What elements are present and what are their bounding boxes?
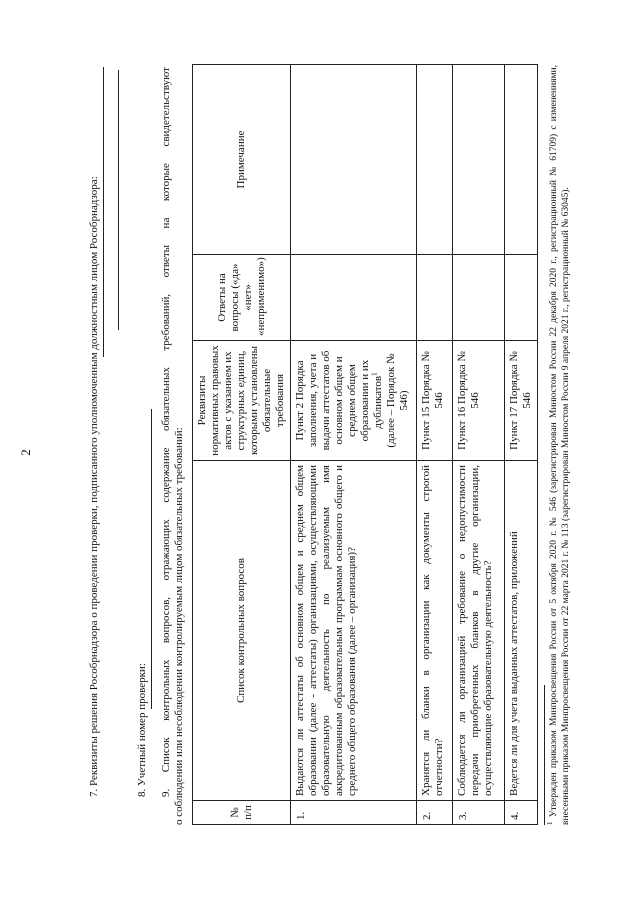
row-reference: [291, 341, 417, 461]
row-answer-cell[interactable]: [453, 255, 505, 341]
row-number: 1.: [291, 801, 417, 825]
row-number: 3.: [453, 801, 505, 825]
row-answer-cell[interactable]: [291, 255, 417, 341]
table-row: [505, 65, 538, 825]
row-reference-text: Пункт 2 Порядка заполнения, учета и выдачи аттестатов об основном общем и среднем общем образовании и их дубликатов: [294, 350, 384, 451]
row-question: Хранятся ли бланки в организации как документы строгой отчетности?: [417, 461, 453, 801]
row-question: Соблюдается ли организацией требование о недопустимости передачи приобретенных бланков в другие организации, осуществляющие образовательную деятельность?: [453, 461, 505, 801]
header-reference: Реквизиты нормативных правовых актов с указанием их структурных единиц, которыми установлены обязательные требования: [193, 341, 291, 461]
row-reference-tail: (далее – Порядок № 546): [385, 353, 410, 448]
checklist-table: [192, 64, 538, 825]
row-note-cell[interactable]: [505, 65, 538, 255]
row-number: 4.: [505, 801, 538, 825]
row-note-cell[interactable]: [417, 65, 453, 255]
page-number: 2: [18, 449, 33, 456]
header-number: № п/п: [193, 801, 291, 825]
row-reference: Пункт 15 Порядка № 546: [417, 341, 453, 461]
header-note: Примечание: [193, 65, 291, 255]
footnote-text: Утвержден приказом Минпросвещения России от 5 октября 2020 г. № 546 (зарегистрирован Минюстом России 22 декабря 2020 г., регистрационный № 61709) с изменениями, внесенными приказом Минпросвещения России от 22 марта 2021 г. № 113 (зарегистрирован Минюстом России 9 апреля 2021 г., регистрационный № 63045).: [549, 64, 571, 825]
row-reference: Пункт 17 Порядка № 546: [505, 341, 538, 461]
row-question: Выдаются ли аттестаты об основном общем и среднем общем образовании (далее - аттестаты) организациями, осуществляющими образовательную деятельность по реализуемым имя аккредитованным образовательным программам основного общего и среднего общего образования (далее – организация)?: [291, 461, 417, 801]
row-note-cell[interactable]: [453, 65, 505, 255]
row-note-cell[interactable]: [291, 65, 417, 255]
blank-line-top: [118, 70, 119, 330]
item-7-fill-line: [103, 67, 104, 357]
item-8-inspection-number: 8. Учетный номер проверки:: [136, 663, 148, 797]
table-header-row: [193, 65, 291, 825]
item-7-decision-details: 7. Реквизиты решения Рособрнадзора о проведении проверки, подписанного уполномоченным должностным лицом Рособрнадзора:: [88, 176, 100, 797]
row-question: Ведется ли для учета выданных аттестатов, приложений: [505, 461, 538, 801]
header-question: Список контрольных вопросов: [193, 461, 291, 801]
footnote-separator: [544, 685, 545, 825]
item-9-intro-line-2: о соблюдении или несоблюдении контролируемым лицом обязательных требований:: [173, 427, 185, 825]
item-9-intro-line-1: 9. Список контрольных вопросов, отражающих содержание обязательных требований, ответы на которые свидетельствуют: [160, 67, 172, 797]
table-row: [453, 65, 505, 825]
row-reference: Пункт 16 Порядка № 546: [453, 341, 505, 461]
footnote: [545, 64, 572, 825]
table-row: [417, 65, 453, 825]
row-answer-cell[interactable]: [505, 255, 538, 341]
table-row: [291, 65, 417, 825]
header-answers: Ответы на вопросы («да» «нет» «неприменимо»): [193, 255, 291, 341]
row-answer-cell[interactable]: [417, 255, 453, 341]
footnote-number: 1: [545, 821, 554, 825]
footnote-mark: 1: [370, 372, 379, 376]
row-number: 2.: [417, 801, 453, 825]
item-8-fill-line: [151, 409, 152, 709]
